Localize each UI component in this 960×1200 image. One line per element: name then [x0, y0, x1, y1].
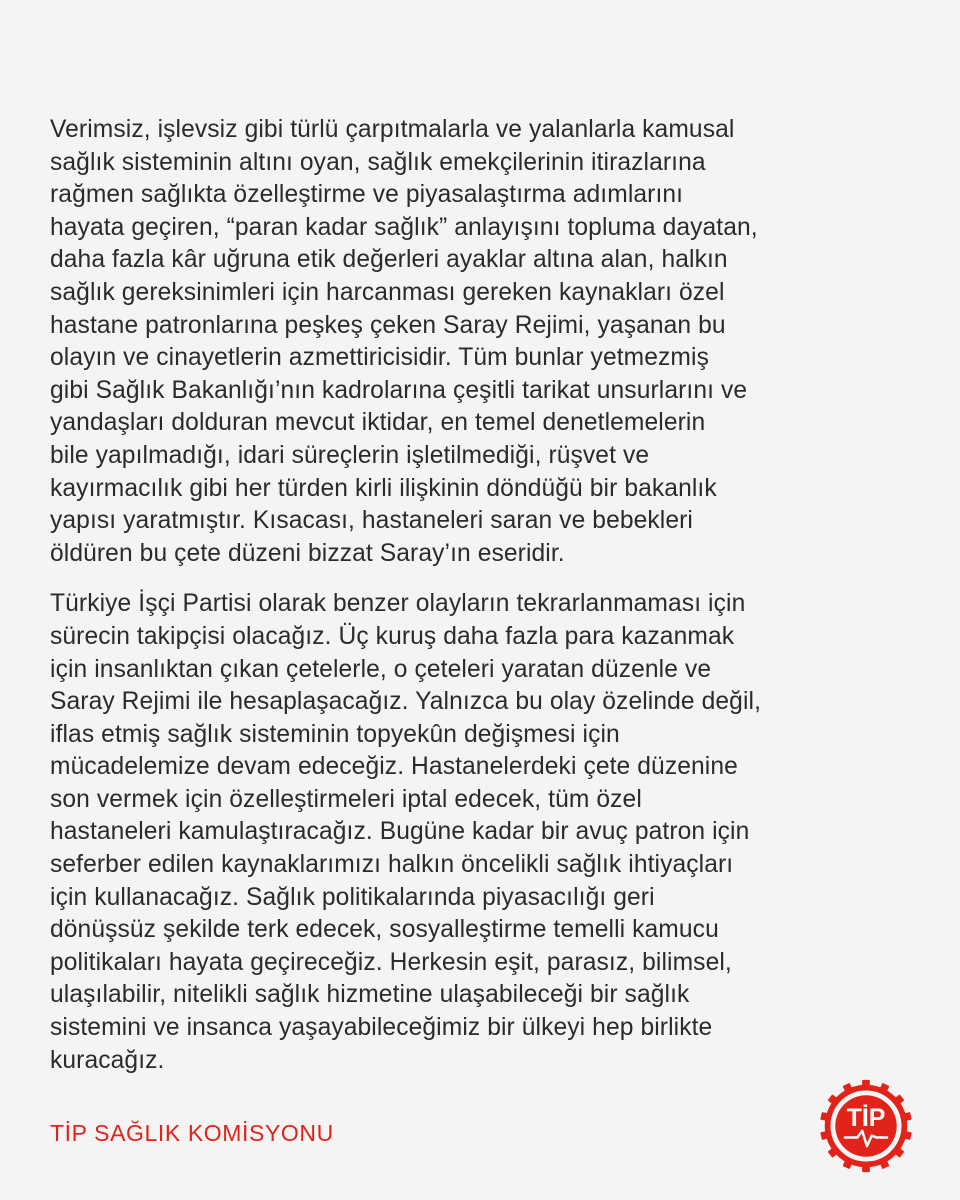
- text-line: öldüren bu çete düzeni bizzat Saray’ın eseridir.: [50, 539, 565, 567]
- text-line: dönüşsüz şekilde terk edecek, sosyalleştirme temelli kamucu: [50, 916, 719, 944]
- text-line: hastane patronlarına peşkeş çeken Saray Rejimi, yaşanan bu: [50, 311, 726, 339]
- text-line: iflas etmiş sağlık sisteminin topyekûn değişmesi için: [50, 720, 620, 748]
- text-line: sürecin takipçisi olacağız. Üç kuruş daha fazla para kazanmak: [50, 622, 735, 650]
- text-line: sağlık gereksinimleri için harcanması gereken kaynakları özel: [50, 278, 725, 306]
- text-line: daha fazla kâr uğruna etik değerleri ayaklar altına alan, halkın: [50, 246, 728, 274]
- gear-tooth: [862, 1080, 870, 1090]
- text-line: gibi Sağlık Bakanlığı’nın kadrolarına çeşitli tarikat unsurlarını ve: [50, 376, 748, 404]
- text-line: kayırmacılık gibi her türden kirli ilişkinin döndüğü bir bakanlık: [50, 474, 717, 502]
- statement-paragraph-1: [50, 114, 920, 570]
- text-line: için kullanacağız. Sağlık politikalarında piyasacılığı geri: [50, 883, 655, 911]
- text-line: ulaşılabilir, nitelikli sağlık hizmetine ulaşabileceği bir sağlık: [50, 981, 690, 1009]
- signature: TİP SAĞLIK KOMİSYONU: [50, 1120, 334, 1146]
- tip-logo-icon: [818, 1078, 914, 1174]
- text-line: hayata geçiren, “paran kadar sağlık” anlayışını topluma dayatan,: [50, 213, 758, 241]
- text-line: sistemini ve insanca yaşayabileceğimiz bir ülkeyi hep birlikte: [50, 1014, 713, 1042]
- text-line: mücadelemize devam edeceğiz. Hastanelerdeki çete düzenine: [50, 753, 738, 781]
- text-line: son vermek için özelleştirmeleri iptal edecek, tüm özel: [50, 785, 642, 813]
- statement-body: [50, 114, 920, 1077]
- text-line: hastaneleri kamulaştıracağız. Bugüne kadar bir avuç patron için: [50, 818, 750, 846]
- statement-paragraph-2: [50, 588, 920, 1077]
- text-line: Verimsiz, işlevsiz gibi türlü çarpıtmalarla ve yalanlarla kamusal: [50, 116, 735, 143]
- text-line: olayın ve cinayetlerin azmettiricisidir. Tüm bunlar yetmezmiş: [50, 344, 709, 372]
- text-line: politikaları hayata geçireceğiz. Herkesin eşit, parasız, bilimsel,: [50, 948, 732, 976]
- gear-tooth: [862, 1162, 870, 1172]
- text-line: seferber edilen kaynaklarımızı halkın öncelikli sağlık ihtiyaçları: [50, 851, 734, 879]
- text-line: için insanlıktan çıkan çetelerle, o çeteleri yaratan düzenle ve: [50, 655, 712, 683]
- text-line: sağlık sisteminin altını oyan, sağlık emekçilerinin itirazlarına: [50, 148, 706, 176]
- text-line: bile yapılmadığı, idari süreçlerin işletilmediği, rüşvet ve: [50, 441, 650, 469]
- text-line: rağmen sağlıkta özelleştirme ve piyasalaştırma adımlarını: [50, 181, 684, 209]
- text-line: kuracağız.: [50, 1046, 165, 1074]
- text-line: yandaşları dolduran mevcut iktidar, en temel denetlemelerin: [50, 409, 706, 437]
- text-line: yapısı yaratmıştır. Kısacası, hastaneleri saran ve bebekleri: [50, 507, 693, 535]
- logo-text: TİP: [846, 1104, 886, 1132]
- text-line: Saray Rejimi ile hesaplaşacağız. Yalnızca bu olay özelinde değil,: [50, 688, 762, 716]
- text-line: Türkiye İşçi Partisi olarak benzer olayların tekrarlanmaması için: [50, 590, 746, 618]
